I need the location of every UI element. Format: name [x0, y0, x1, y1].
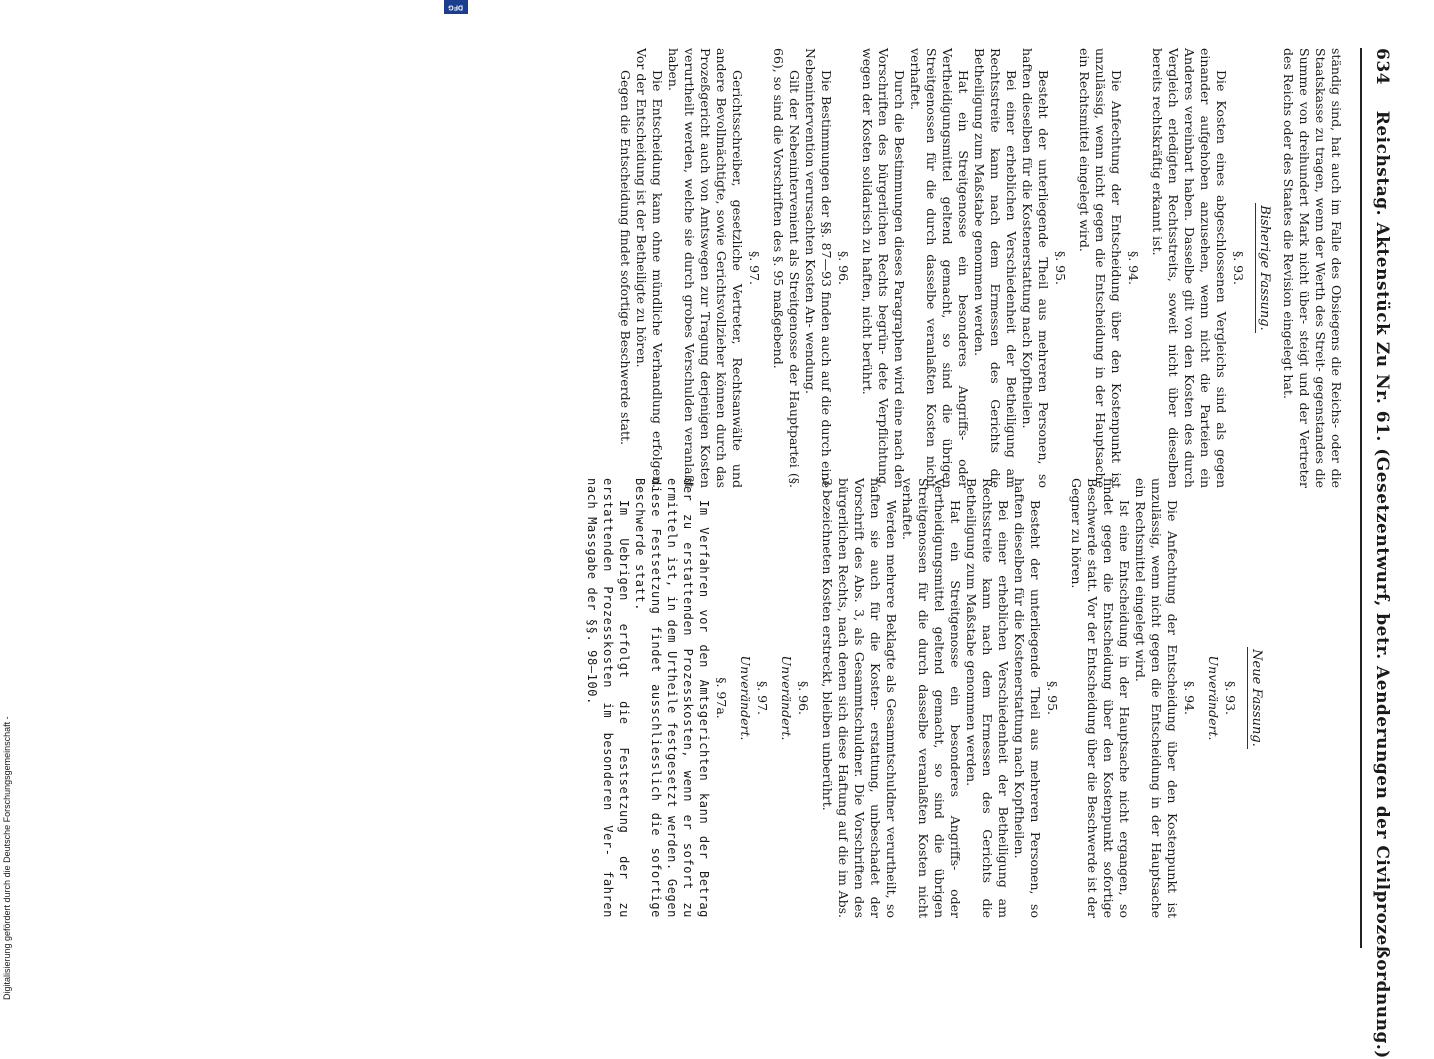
- section-heading: §. 95.: [1053, 250, 1068, 286]
- section-status: Unverändert.: [779, 655, 794, 741]
- section-heading: §. 96.: [836, 250, 851, 286]
- section-paragraph: Die Anfechtung der Entscheidung über den Kostenpunkt ist unzulässig, wenn nicht gegen die Entscheidung in der Hauptsache ein Rechtsmittel eingelegt wird.: [1133, 478, 1180, 918]
- section-paragraph: Gilt der Nebenintervenient als Streitgenosse der Hauptpartei (§. 66), so sind die Vorschriften des §. 95 maßgebend.: [771, 48, 802, 488]
- section-paragraph: Werden mehrere Beklagte als Gesammtschuldner verurtheilt, so haften sie auch für die Kosten- erstattung, unbeschadet der Vorschrift des Abs. 3, als Gesammtschuldner. Die Vorschriften des bürgerlichen Rechts, nach denen sich diese Haftung auf die im Abs. 3 bezeichneten Kosten erstreckt, bleiben unberührt.: [820, 478, 899, 918]
- section-paragraph: Hat ein Streitgenosse ein besonderes Angriffs- oder Vertheidigungsmittel geltend gemacht, so sind die übrigen Streitgenossen für die durch dasselbe veranlaßten Kosten nicht verhaftet.: [908, 48, 971, 488]
- left-column-heading: Bisherige Fassung.: [1257, 205, 1272, 331]
- section-paragraph: Hat ein Streitgenosse ein besonderes Angriffs- oder Vertheidigungsmittel geltend gemacht, so sind die übrigen Streitgenossen für die durch dasselbe veranlaßten Kosten nicht verhaftet.: [900, 478, 963, 918]
- section-paragraph: Gerichtsschreiber, gesetzliche Vertreter, Rechtsanwälte und andere Bevollmächtigte, sowie Gerichtsvollzieher können durch das Prozeßgericht auch von Amtswegen zur Tragung derjenigen Kosten verurtheilt werden, welche sie durch grobes Verschulden veranlaßt haben.: [666, 48, 745, 488]
- section-paragraph: Die Kosten eines abgeschlossenen Vergleichs sind als gegen einander aufgehoben anzusehen, wenn nicht die Parteien ein Anderes vereinbart haben. Dasselbe gilt von den Kosten des durch Vergleich erledigten Rechtsstreits, soweit nicht über dieselben bereits rechtskräftig erkannt ist.: [1150, 48, 1229, 488]
- section-heading: §. 94.: [1126, 250, 1141, 286]
- section-paragraph: Ist eine Entscheidung in der Hauptsache nicht ergangen, so findet gegen die Entscheidung über den Kostenpunkt sofortige Beschwerde statt. Vor der Entscheidung über die Beschwerde ist der Gegner zu hören.: [1069, 478, 1132, 918]
- header-rule: [1360, 48, 1362, 948]
- page-number: 634: [1372, 48, 1392, 85]
- right-column-heading: Neue Fassung.: [1249, 649, 1264, 747]
- left-intro-text: ständig sind, hat auch im Falle des Obsiegens die Reichs- oder die Staatskasse zu tragen, wenn der Werth des Streit- gegenstandes die Summe von dreihundert Mark nicht über- steigt und der Vertreter des Reichs oder des Staates die Revision eingelegt hat.: [1281, 48, 1344, 488]
- section-heading: §. 93.: [1231, 250, 1246, 286]
- section-paragraph: Die Entscheidung kann ohne mündliche Verhandlung erfolgen. Vor der Entscheidung ist der Betheiligte zu hören.: [634, 48, 665, 488]
- section-paragraph: Bei einer erheblichen Verschiedenheit der Betheiligung am Rechtsstreite kann nach dem Ermessen des Gerichts die Betheiligung zum Maßstabe genommen werden.: [964, 478, 1011, 918]
- section-heading: §. 97.: [755, 680, 770, 716]
- section-paragraph: Gegen die Entscheidung findet sofortige Beschwerde statt.: [618, 70, 633, 445]
- section-paragraph: Besteht der unterliegende Theil aus mehreren Personen, so haften dieselben für die Kostenerstattung nach Kopftheilen.: [1012, 478, 1043, 918]
- left-sections: [617, 48, 1246, 488]
- dfg-logo: DFG: [444, 0, 468, 14]
- section-paragraph: Bei einer erheblichen Verschiedenheit der Betheiligung am Rechtsstreite kann nach dem Ermessen des Gerichts die Betheiligung zum Maßstabe genommen werden.: [972, 48, 1019, 488]
- section-paragraph: Durch die Bestimmungen dieses Paragraphen wird eine nach den Vorschriften des bürgerlichen Rechts begrün- dete Verpflichtung, wegen der Kosten solidarisch zu haften, nicht berührt.: [860, 48, 907, 488]
- section-paragraph: Die Bestimmungen der §§. 87—93 finden auch auf die durch eine Nebenintervention verursachten Kosten An- wendung.: [803, 48, 834, 488]
- section-heading: §. 93.: [1223, 680, 1238, 716]
- running-head: [1372, 48, 1392, 1059]
- section-heading: §. 97.: [747, 250, 762, 286]
- section-heading: §. 97a.: [714, 677, 729, 719]
- right-column: [584, 478, 1344, 918]
- section-heading: §. 94.: [1182, 680, 1197, 716]
- section-status: Unverändert.: [738, 655, 753, 741]
- section-paragraph: Im Uebrigen erfolgt die Festsetzung der zu erstattenden Prozesskosten im besonderen Ver- fahren nach Massgabe der §§. 98—100.: [585, 478, 631, 918]
- right-sections: [584, 478, 1238, 918]
- section-paragraph: Die Anfechtung der Entscheidung über den Kostenpunkt ist unzulässig, wenn nicht gegen die Entscheidung in der Hauptsache ein Rechtsmittel eingelegt wird.: [1077, 48, 1124, 488]
- section-paragraph: Besteht der unterliegende Theil aus mehreren Personen, so haften dieselben für die Kostenerstattung nach Kopftheilen.: [1020, 48, 1051, 488]
- left-column: [617, 48, 1344, 488]
- digitization-note: Digitalisierung gefördert durch die Deutsche Forschungsgemeinschaft -: [2, 716, 12, 1000]
- section-heading: §. 96.: [796, 680, 811, 716]
- section-status: Unverändert.: [1206, 655, 1221, 741]
- section-paragraph: Im Verfahren vor den Amtsgerichten kann der Betrag der zu erstattenden Prozesskosten, wenn er sofort zu ermitteln ist, in dem Urtheile festgesetzt werden. Gegen diese Festsetzung findet ausschliesslich die sofortige Beschwerde statt.: [633, 478, 711, 918]
- section-heading: §. 95.: [1045, 680, 1060, 716]
- running-head-title: Reichstag. Aktenstück Zu Nr. 61. (Gesetzentwurf, betr. Aenderungen der Civilprozeßordnung.): [1372, 110, 1392, 1059]
